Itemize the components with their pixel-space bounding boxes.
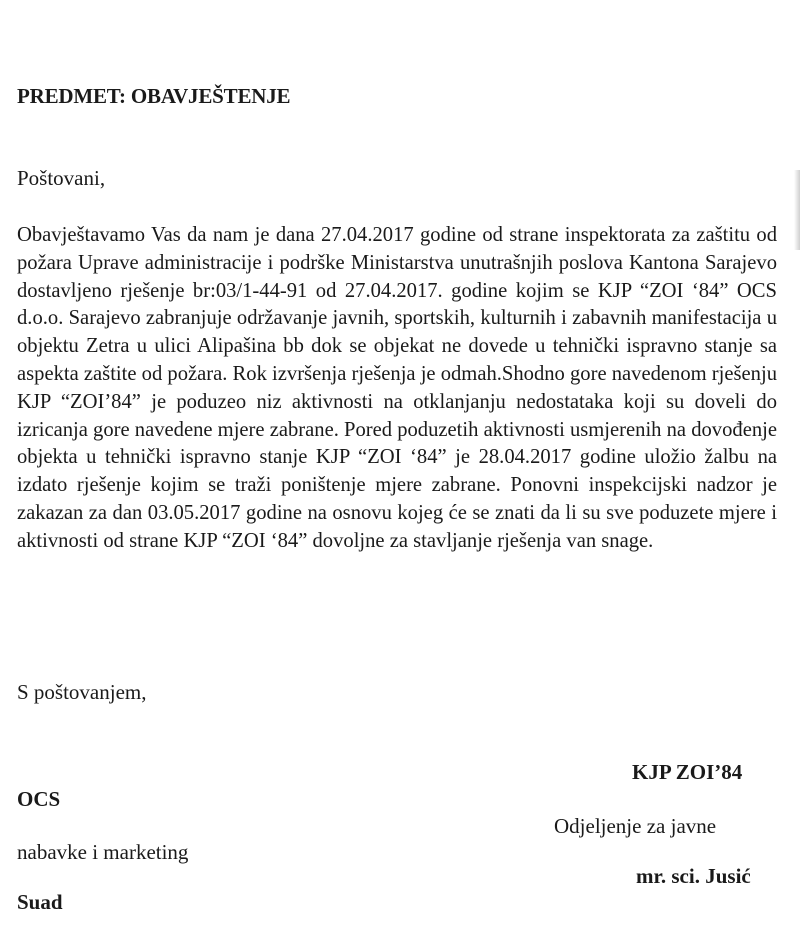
signature-first-name: Suad — [17, 890, 63, 914]
scroll-edge-shadow — [794, 170, 800, 250]
letter-body: Obavještavamo Vas da nam je dana 27.04.2017 godine od strane inspektorata za zaštitu od požara Uprave administracije i podrške Ministarstva unutrašnjih poslova Kantona Sarajevo dostavljeno rješenje br:03/1-44-91 od 27.04.2017. godine kojim se KJP “ZOI ‘84” OCS d.o.o. Sarajevo zabranjuje održavanje javnih, sportskih, kulturnih i zabavnih manifestacija u objektu Zetra u ulici Alipašina bb dok se objekat ne dovede u tehnički ispravno stanje sa aspekta zaštite od požara. Rok izvršenja rješenja je odmah.Shodno gore navedenom rješenju KJP “ZOI’84” je poduzeo niz aktivnosti na otklanjanju nedostataka koji su doveli do izricanja gore navedene mjere zabrane. Pored poduzetih aktivnosti usmjerenih na dovođenje objekta u tehnički ispravno stanje KJP “ZOI ‘84” je 28.04.2017 godine uložio žalbu na izdato rješenje kojim se traži poništenje mjere zabrane. Ponovni inspekcijski nadzor je zakazan za dan 03.05.2017 godine na osnovu kojeg će se znati da li su sve poduzete mjere i aktivnosti od strane KJP “ZOI ‘84” dovoljne za stavljanje rješenja van snage. — [17, 224, 777, 552]
letter-greeting: Poštovani, — [17, 166, 106, 190]
signature-department-line2: nabavke i marketing — [17, 840, 189, 864]
letter-subject: PREDMET: OBAVJEŠTENJE — [17, 84, 291, 108]
signature-name-title: mr. sci. Jusić — [636, 864, 751, 888]
signature-department-line1: Odjeljenje za javne — [554, 814, 717, 838]
signature-org: KJP ZOI’84 — [632, 760, 743, 784]
letter-closing: S poštovanjem, — [17, 680, 147, 704]
signature-ocs: OCS — [17, 787, 61, 811]
